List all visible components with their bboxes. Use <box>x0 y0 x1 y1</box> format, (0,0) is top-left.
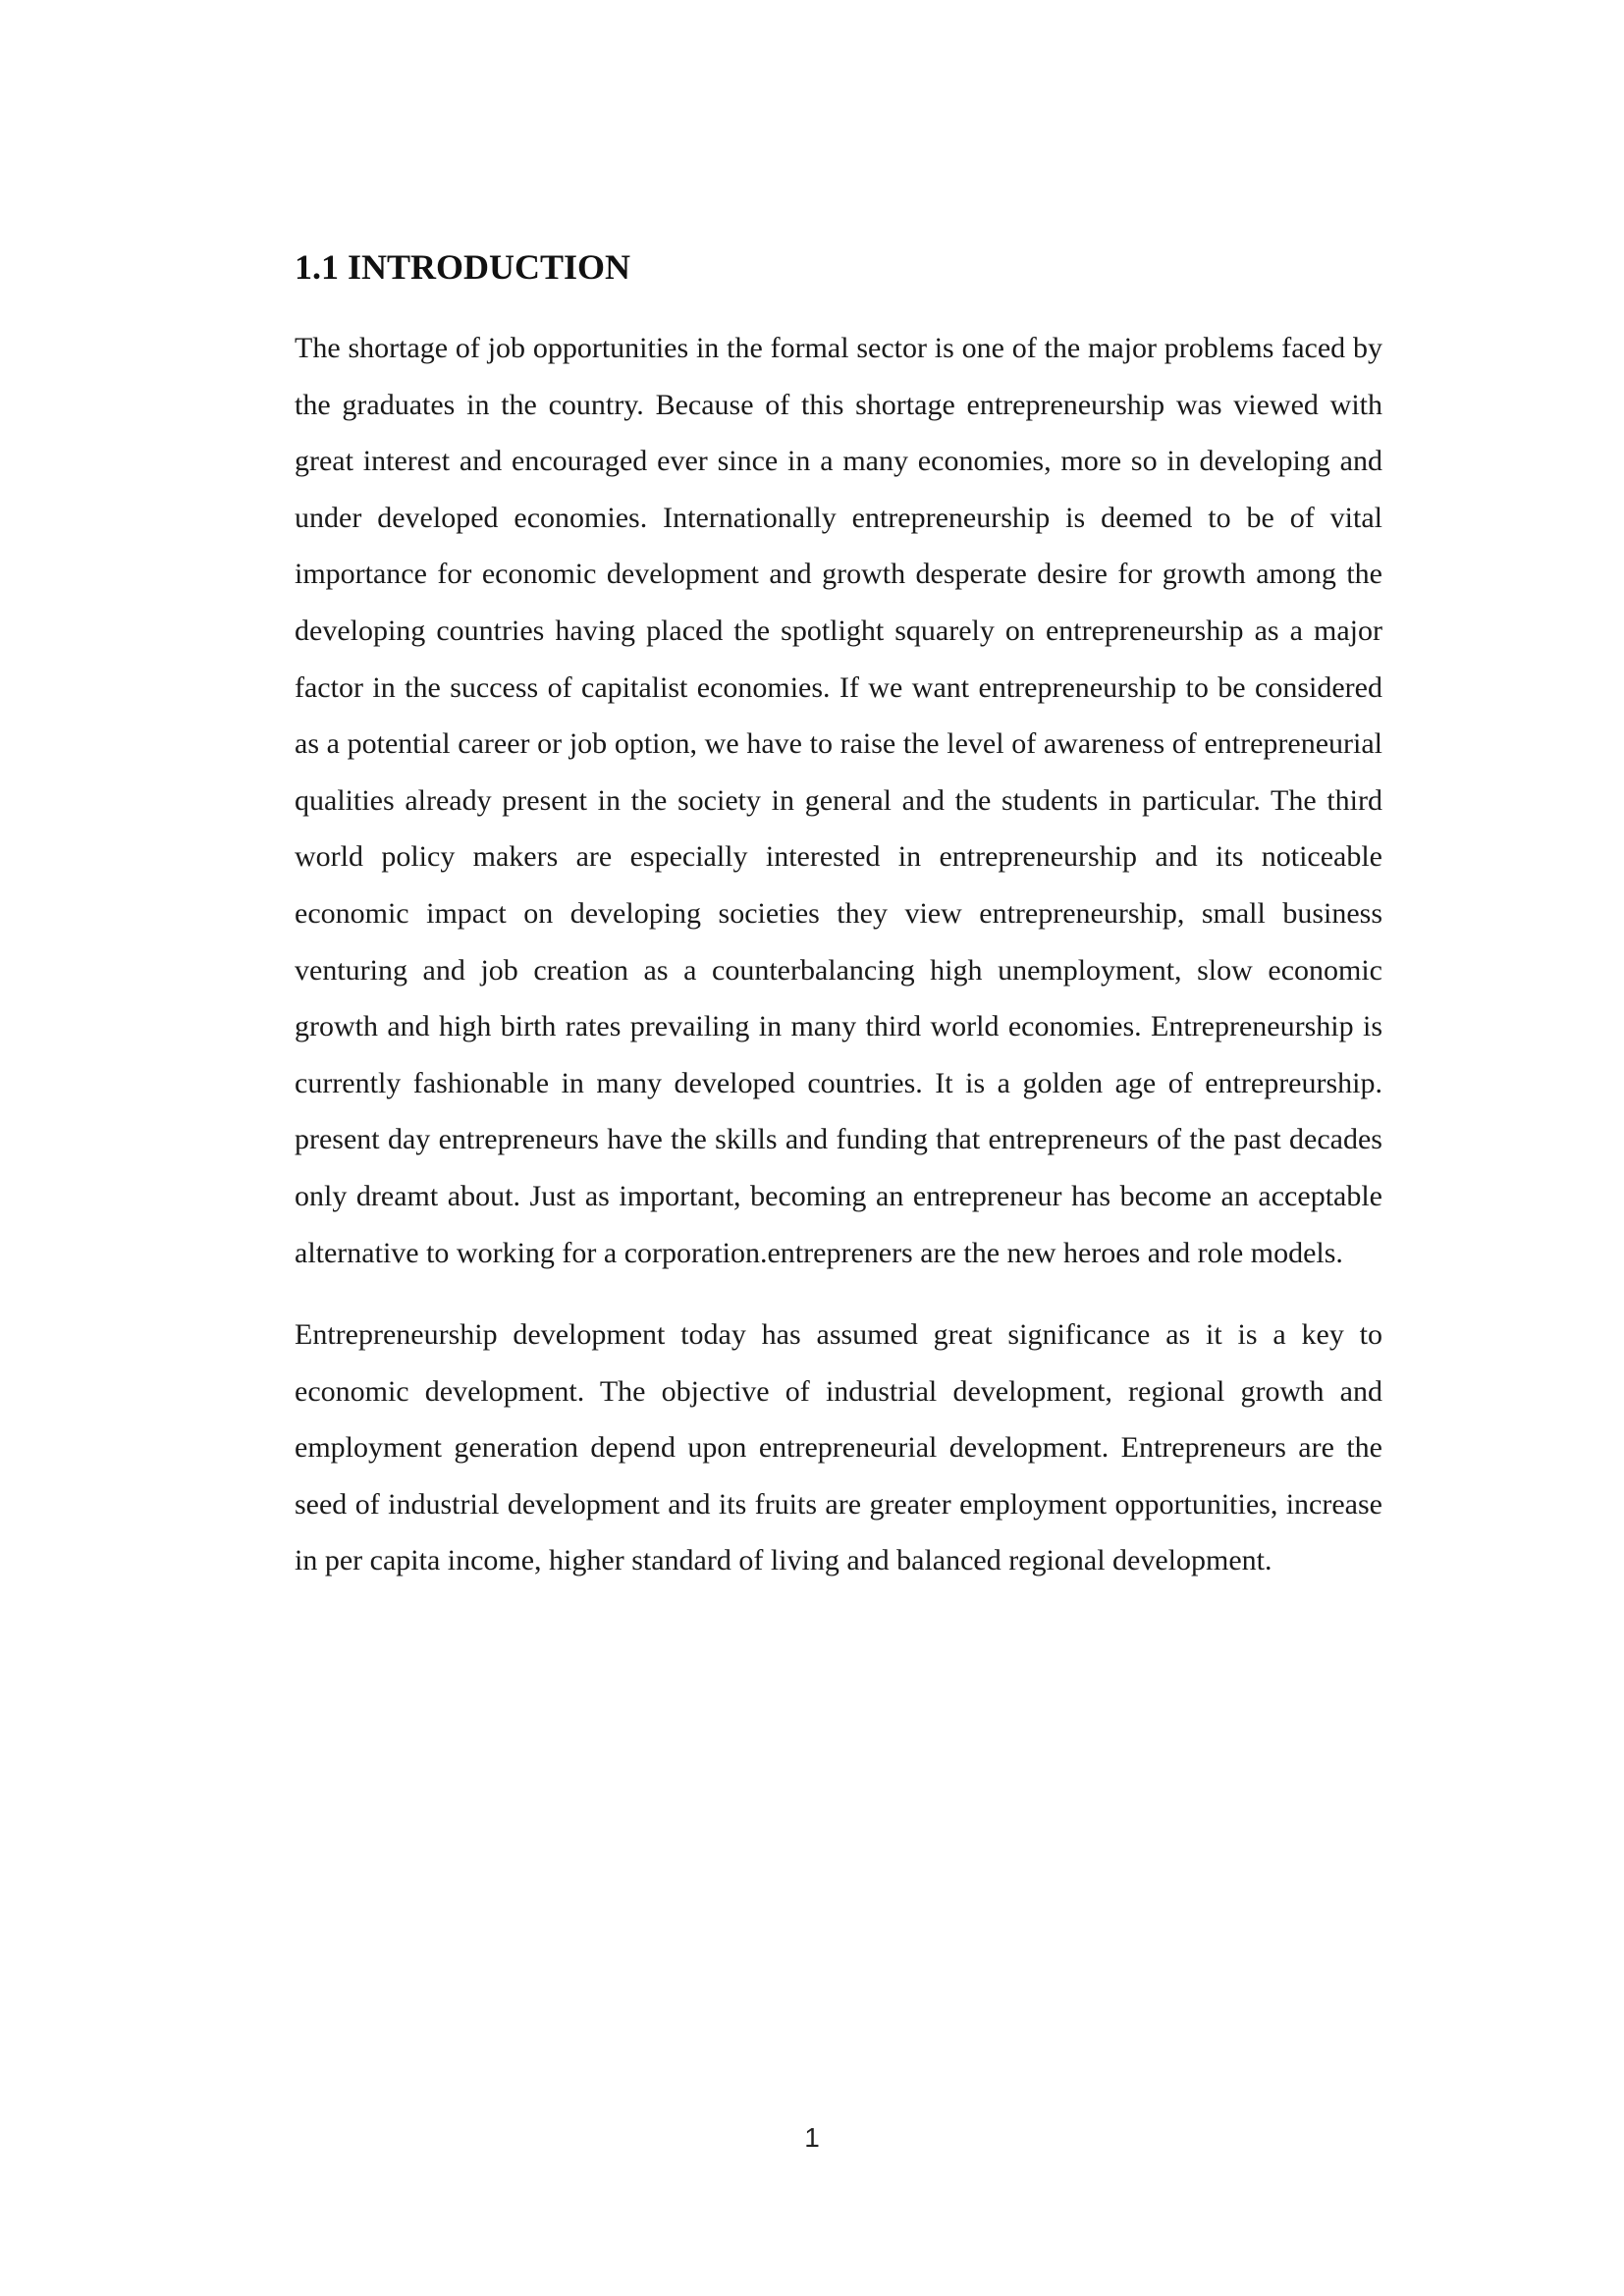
page-number: 1 <box>804 2122 820 2153</box>
paragraph-2: Entrepreneurship development today has assumed great significance as it is a key to economic development. The objective of industrial development, regional growth and employment generation depend upon entrepreneurial development. Entrepreneurs are the seed of industrial development and its fruits are greater employment opportunities, increase in per capita income, higher standard of living and balanced regional development. <box>295 1318 1382 1577</box>
paragraph-1: The shortage of job opportunities in the formal sector is one of the major problems faced by the graduates in the country. Because of this shortage entrepreneurship was viewed with great interest and encouraged ever since in a many economies, more so in developing and under developed economies. Internationally entrepreneurship is deemed to be of vital importance for economic development and growth desperate desire for growth among the developing countries having placed the spotlight squarely on entrepreneurship as a major factor in the success of capitalist economies. If we want entrepreneurship to be considered as a potential career or job option, we have to raise the level of awareness of entrepreneurial qualities already present in the society in general and the students in particular. The third world policy makers are especially interested in entrepreneurship and its noticeable economic impact on developing societies they view entrepreneurship, small business venturing and job creation as a counterbalancing high unemployment, slow economic growth and high birth rates prevailing in many third world economies. Entrepreneurship is currently fashionable in many developed countries. It is a golden age of entrepreurship. present day entrepreneurs have the skills and funding that entrepreneurs of the past decades only dreamt about. Just as important, becoming an entrepreneur has become an acceptable alternative to working for a corporation.entrepreners are the new heroes and role models. <box>295 332 1382 1269</box>
page-content <box>295 243 1382 1615</box>
section-heading: 1.1 INTRODUCTION <box>295 247 631 287</box>
